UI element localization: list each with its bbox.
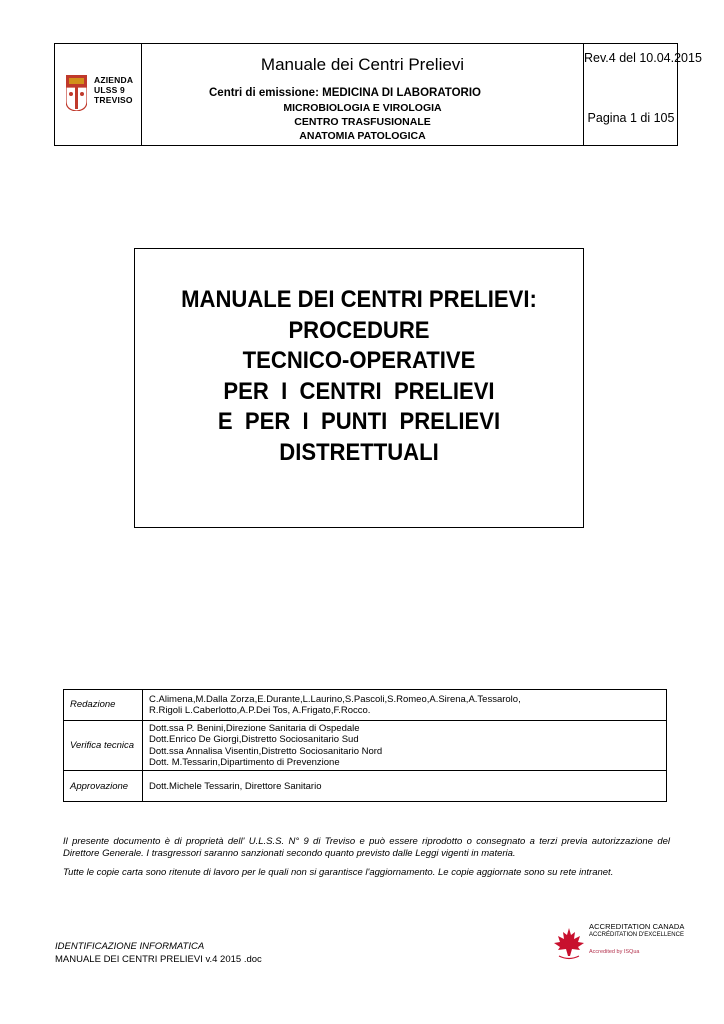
revision-cell <box>583 44 702 145</box>
title-line: PROCEDURE <box>288 316 430 344</box>
title-line: MANUALE DEI CENTRI PRELIEVI: <box>181 286 537 313</box>
table-row <box>64 771 667 802</box>
emission-center-line: CENTRO TRASFUSIONALE <box>294 116 431 128</box>
role-cell: Approvazione <box>64 771 143 802</box>
accreditation-line-2: ACCRÉDITATION D'EXCELLENCE <box>589 932 684 938</box>
names-cell <box>143 690 667 721</box>
revision-label: Rev.4 del 10.04.2015 <box>584 51 702 65</box>
accreditation-line-3: Accredited by ISQua <box>589 949 640 955</box>
accreditation-logo <box>551 922 691 972</box>
legal-notes <box>63 836 670 886</box>
manual-title: Manuale dei Centri Prelievi <box>260 55 465 74</box>
header-title-cell <box>142 44 583 145</box>
logo-cell <box>55 44 142 145</box>
page-number: Pagina 1 di 105 <box>587 111 675 125</box>
title-line: E PER I PUNTI PRELIEVI <box>217 408 501 435</box>
role-cell: Redazione <box>64 690 143 721</box>
logo-line-3: TREVISO <box>94 95 133 105</box>
names-cell <box>143 771 667 802</box>
emission-label: Centri di emissione: <box>209 87 319 99</box>
names-line: Dott.Michele Tessarin, Direttore Sanitario <box>149 780 322 792</box>
emission-value: MEDICINA DI LABORATORIO <box>322 87 481 99</box>
title-line: PER I CENTRI PRELIEVI <box>223 377 495 405</box>
title-line: TECNICO-OPERATIVE <box>242 347 476 374</box>
logo-wordmark <box>94 75 133 105</box>
document-title <box>153 285 565 468</box>
table-row <box>64 690 667 721</box>
ownership-note: Il presente documento è di proprietà dell' U.L.S.S. N° 9 di Treviso e può essere riprodotto o consegnato a terzi previa autorizzazione del Direttore Generale. I trasgressori saranno sanzionati secondo quanto previsto dalle Leggi vigenti in materia. <box>63 836 670 859</box>
accreditation-line-1: ACCREDITATION CANADA <box>589 922 685 931</box>
maple-leaf-icon <box>551 926 587 960</box>
names-line: Dott.ssa Annalisa Visentin,Distretto Sociosanitario Nord <box>149 745 383 757</box>
names-line: C.Alimena,M.Dalla Zorza,E.Durante,L.Laurino,S.Pascoli,S.Romeo,A.Sirena,A.Tessarolo, <box>149 693 521 705</box>
names-line: Dott.ssa P. Benini,Direzione Sanitaria di Ospedale <box>149 723 360 734</box>
copies-note: Tutte le copie carta sono ritenute di lavoro per le quali non si garantisce l'aggiornamento. Le copie aggiornate sono su rete intranet. <box>63 867 614 878</box>
names-line: Dott.Enrico De Giorgi,Distretto Sociosanitario Sud <box>149 734 359 746</box>
names-cell <box>143 721 667 771</box>
emission-centers <box>209 87 481 99</box>
footer-file-name: MANUALE DEI CENTRI PRELIEVI v.4 2015 .doc <box>55 954 262 965</box>
logo-line-1: AZIENDA <box>94 75 134 85</box>
emission-center-line: MICROBIOLOGIA E VIROLOGIA <box>283 102 442 114</box>
role-cell: Verifica tecnica <box>64 721 143 771</box>
footer-ident-label: IDENTIFICAZIONE INFORMATICA <box>55 941 205 952</box>
names-line: R.Rigoli L.Caberlotto,A.P.Dei Tos, A.Frigato,F.Rocco. <box>149 705 371 716</box>
names-line: Dott. M.Tessarin,Dipartimento di Prevenzione <box>149 756 340 768</box>
emission-center-line: ANATOMIA PATOLOGICA <box>299 130 426 142</box>
ulss-shield-icon <box>66 75 87 111</box>
document-title-box <box>134 248 584 528</box>
approval-table <box>63 689 667 802</box>
document-header <box>54 43 702 146</box>
title-line: DISTRETTUALI <box>279 438 439 466</box>
logo-line-2: ULSS 9 <box>94 85 125 95</box>
table-row <box>64 721 667 771</box>
